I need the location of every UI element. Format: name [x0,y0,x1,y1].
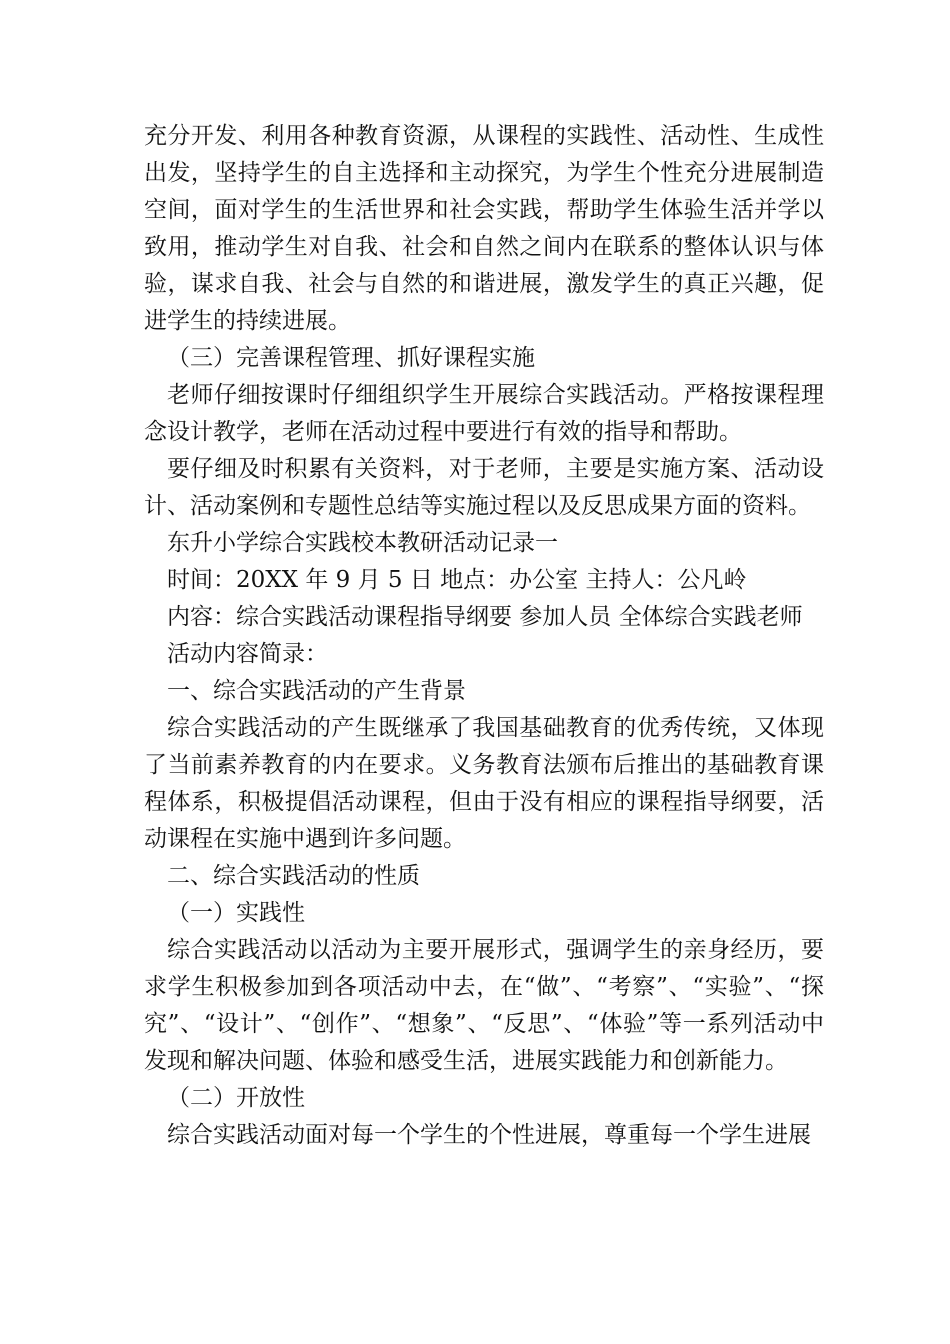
paragraph-practicality: 综合实践活动以活动为主要开展形式，强调学生的亲身经历，要求学生积极参加到各项活动中去，在“做”、“考察”、“实验”、“探究”、“设计”、“创作”、“想象”、“反思”、“体验”等一系列活动中发现和解决问题、体验和感受生活，进展实践能力和创新能力。 [144,937,824,1074]
heading-background: 一、综合实践活动的产生背景 [167,678,466,704]
paragraph-resources: 充分开发、利用各种教育资源，从课程的实践性、活动性、生成性出发，坚持学生的自主选择和主动探究，为学生个性充分进展制造空间，面对学生的生活世界和社会实践，帮助学生体验生活并学以致用，推动学生对自我、社会和自然之间内在联系的整体认识与体验，谋求自我、社会与自然的和谐进展，激发学生的真正兴趣，促进学生的持续进展。 [144,123,824,334]
heading-openness: （二）开放性 [167,1085,305,1111]
paragraph-background: 综合实践活动的产生既继承了我国基础教育的优秀传统，又体现了当前素养教育的内在要求。义务教育法颁布后推出的基础教育课程体系，积极提倡活动课程，但由于没有相应的课程指导纲要，活动课程在实施中遇到许多问题。 [144,715,824,852]
heading-nature: 二、综合实践活动的性质 [167,863,420,889]
heading-practicality: （一）实践性 [167,900,305,926]
record-time-location-host: 时间：20XX 年 9 月 5 日 地点：办公室 主持人：公凡岭 [167,567,747,593]
heading-course-management: （三）完善课程管理、抓好课程实施 [167,345,535,371]
paragraph-accumulate-materials: 要仔细及时积累有关资料，对于老师，主要是实施方案、活动设计、活动案例和专题性总结等实施过程以及反思成果方面的资料。 [144,456,824,519]
record-summary-label: 活动内容简录： [167,641,328,667]
record-title: 东升小学综合实践校本教研活动记录一 [167,530,558,556]
paragraph-teacher-organize: 老师仔细按课时仔细组织学生开展综合实践活动。严格按课程理念设计教学，老师在活动过程中要进行有效的指导和帮助。 [144,382,824,445]
paragraph-openness: 综合实践活动面对每一个学生的个性进展，尊重每一个学生进展 [167,1122,811,1148]
document-body [144,118,824,1154]
record-content-participants: 内容：综合实践活动课程指导纲要 参加人员 全体综合实践老师 [167,604,803,630]
